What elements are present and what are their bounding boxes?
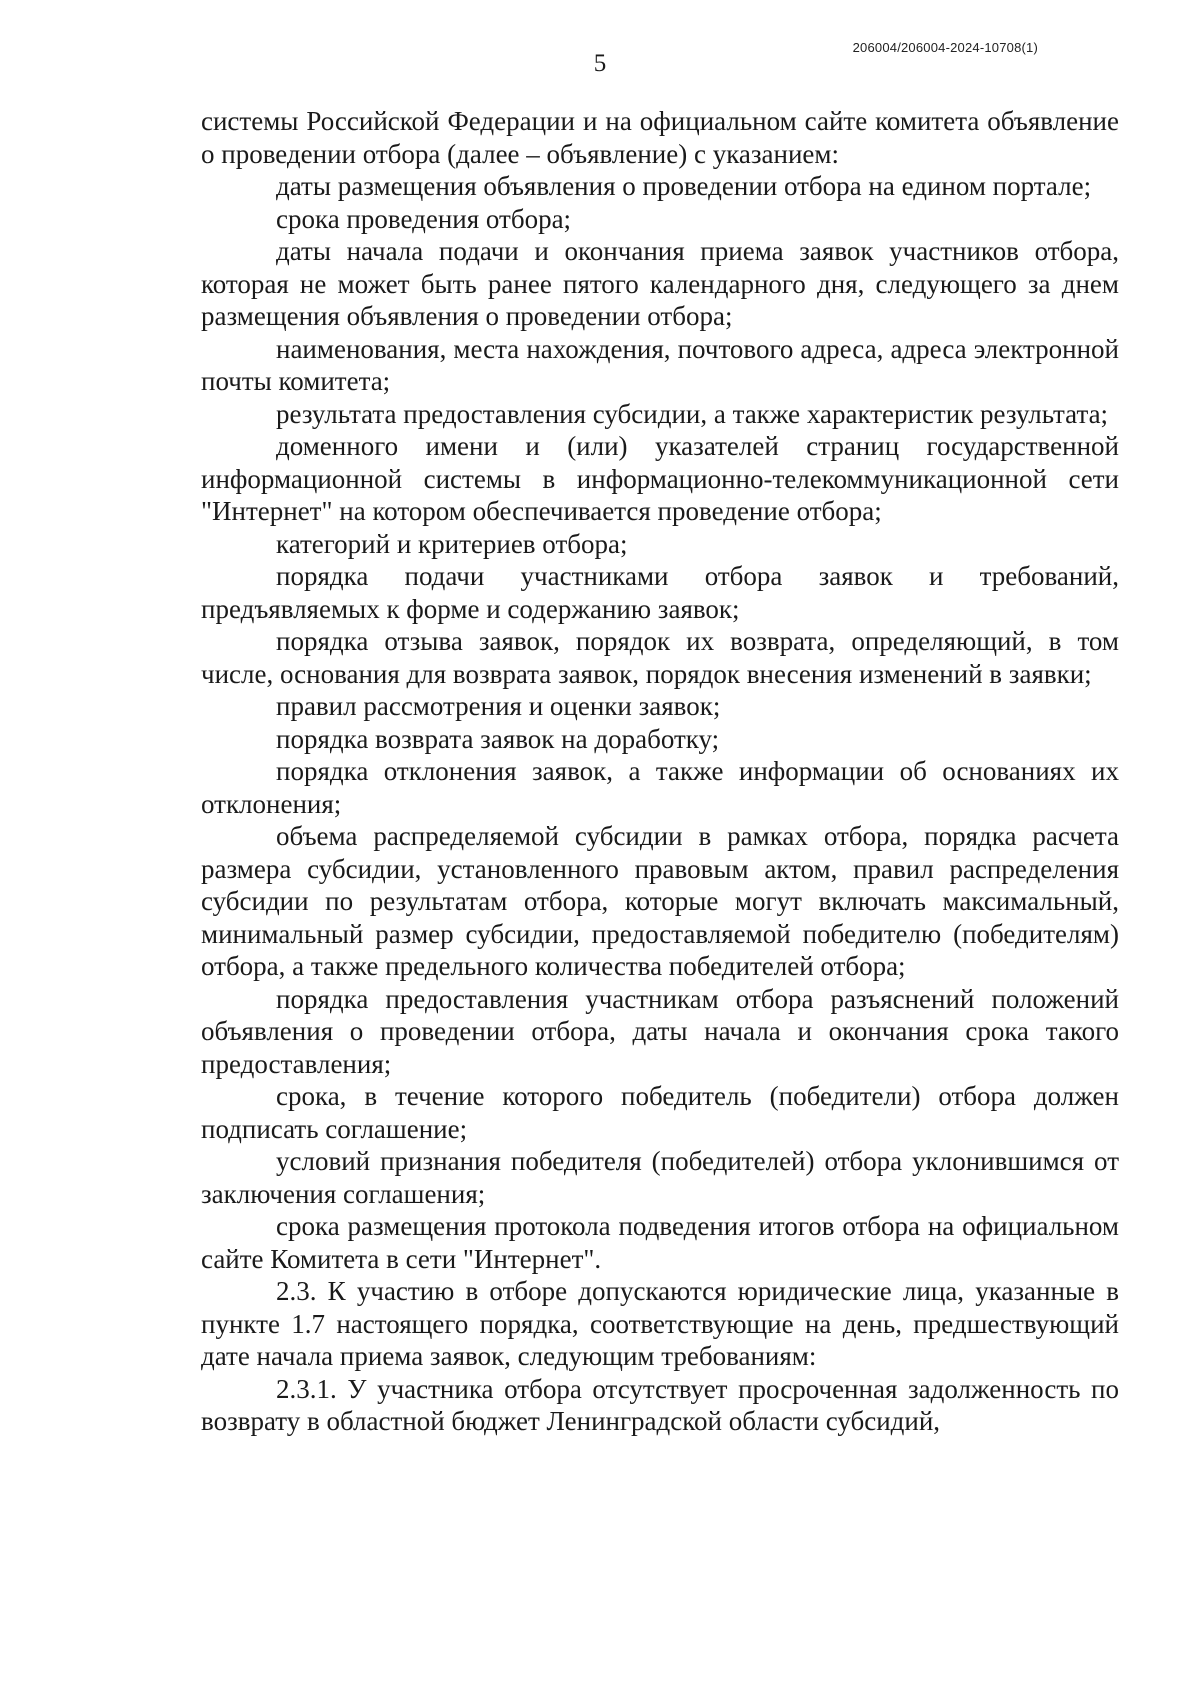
paragraph: 2.3.1. У участника отбора отсутствует просроченная задолженность по возврату в областной бюджет Ленинградской области субсидий, — [201, 1373, 1119, 1436]
paragraph: объема распределяемой субсидии в рамках отбора, порядка расчета размера субсидии, установленного правовым актом, правил распределения субсидии по результатам отбора, которые могут включать максимальный, минимальный размер субсидии, предоставляемой победителю (победителям) отбора, а также предельного количества победителей отбора; — [201, 821, 1119, 981]
paragraph: доменного имени и (или) указателей страниц государственной информационной системы в информационно-телекоммуникационной сети "Интернет" на котором обеспечивается проведение отбора; — [201, 431, 1119, 526]
document-body — [201, 105, 1119, 1438]
paragraph: порядка отзыва заявок, порядок их возврата, определяющий, в том числе, основания для возврата заявок, порядок внесения изменений в заявки; — [201, 626, 1119, 689]
paragraph: категорий и критериев отбора; — [276, 528, 628, 559]
paragraph: даты размещения объявления о проведении отбора на едином портале; — [276, 171, 1092, 201]
paragraph: правил рассмотрения и оценки заявок; — [276, 691, 721, 721]
paragraph: результата предоставления субсидии, а также характеристик результата; — [276, 398, 1109, 429]
paragraph: порядка возврата заявок на доработку; — [276, 723, 720, 754]
paragraph: даты начала подачи и окончания приема заявок участников отбора, которая не может быть ранее пятого календарного дня, следующего за днем размещения объявления о проведении отбора; — [201, 236, 1119, 331]
paragraph: срока, в течение которого победитель (победители) отбора должен подписать соглашение; — [201, 1081, 1119, 1144]
paragraph: системы Российской Федерации и на официальном сайте комитета объявление о проведении отбора (далее – объявление) с указанием: — [201, 106, 1119, 169]
page-number: 5 — [593, 50, 607, 77]
paragraph: наименования, места нахождения, почтового адреса, адреса электронной почты комитета; — [201, 333, 1119, 396]
document-registration-number: 206004/206004-2024-10708(1) — [852, 40, 1038, 55]
paragraph: срока проведения отбора; — [276, 203, 572, 234]
paragraph: срока размещения протокола подведения итогов отбора на официальном сайте Комитета в сети "Интернет". — [201, 1211, 1119, 1274]
paragraph: порядка отклонения заявок, а также информации об основаниях их отклонения; — [201, 756, 1119, 819]
paragraph: порядка предоставления участникам отбора разъяснений положений объявления о проведении отбора, даты начала и окончания срока такого предоставления; — [201, 983, 1119, 1079]
paragraph: 2.3. К участию в отборе допускаются юридические лица, указанные в пункте 1.7 настоящего порядка, соответствующие на день, предшествующий дате начала приема заявок, следующим требованиям: — [201, 1276, 1119, 1371]
paragraph: условий признания победителя (победителей) отбора уклонившимся от заключения соглашения; — [201, 1146, 1119, 1209]
paragraph: порядка подачи участниками отбора заявок и требований, предъявляемых к форме и содержанию заявок; — [201, 561, 1119, 624]
